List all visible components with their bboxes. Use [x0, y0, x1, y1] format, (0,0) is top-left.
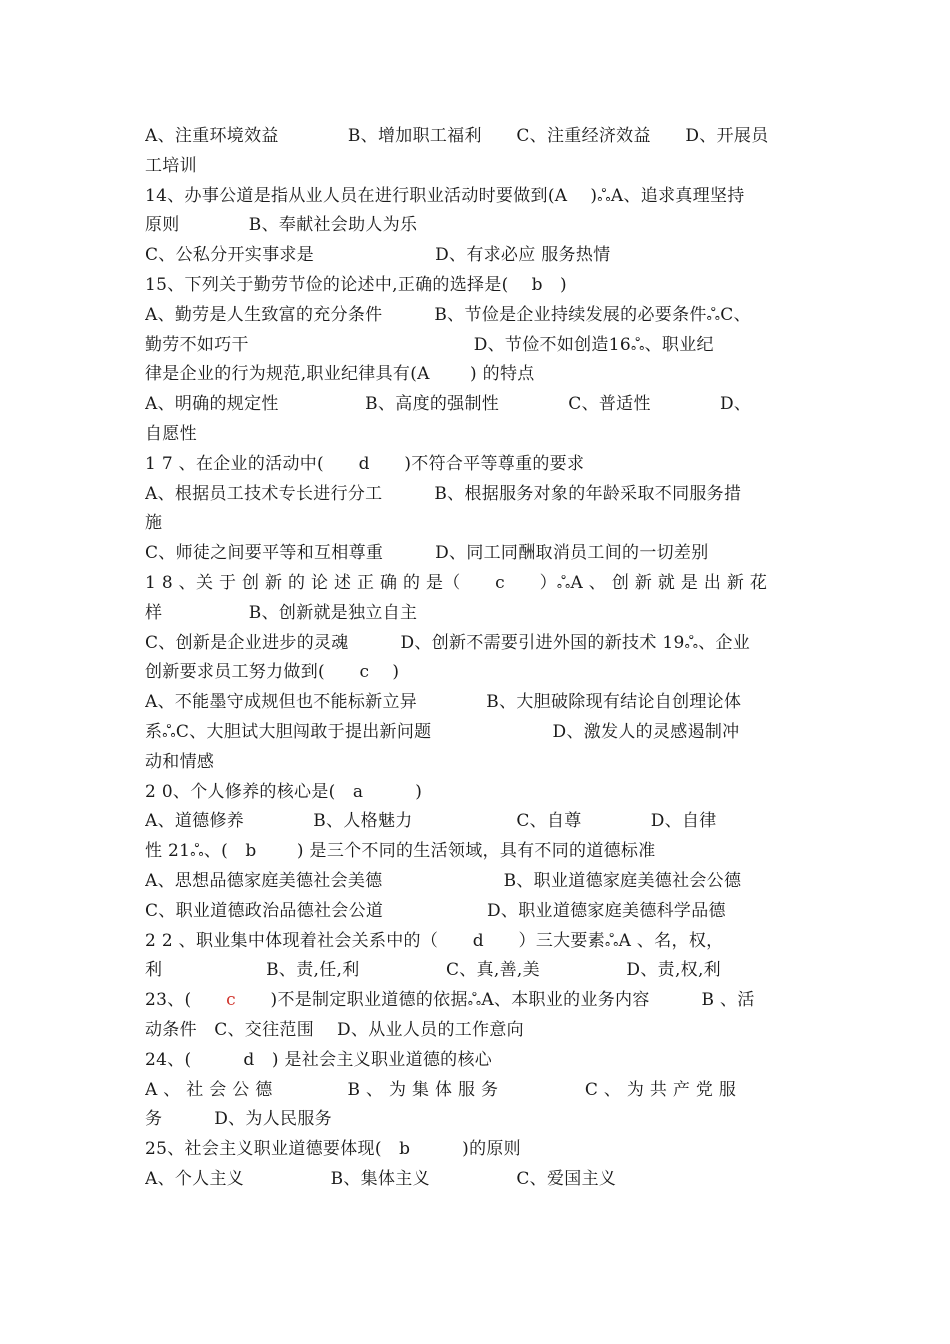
text-line: A、勤劳是人生致富的充分条件 B、节俭是企业持续发展的必要条件ஃC、 [145, 304, 751, 325]
text-line: A、注重环境效益 B、增加职工福利 C、注重经济效益 D、开展员 [145, 126, 769, 146]
text-line: A 、 社 会 公 德 B 、 为 集 体 服 务 C 、 为 共 产 党 服 [145, 1079, 737, 1100]
text-line: 律是企业的行为规范,职业纪律具有(A ) 的特点 [145, 364, 535, 385]
text-line: 务 D、为人民服务 [145, 1109, 332, 1130]
text-line: A、根据员工技术专长进行分工 B、根据服务对象的年龄采取不同服务措 [145, 483, 742, 504]
document-body [145, 122, 815, 1195]
question-19: C、创新是企业进步的灵魂 D、创新不需要引进外国的新技术 19ஃ、企业 [145, 632, 751, 653]
text-line: 系ஃC、大胆试大胆闯敢于提出新问题 D、激发人的灵感遏制冲 [145, 721, 740, 742]
text-line: 施 [145, 513, 163, 534]
question-22: 2 2 、职业集中体现着社会关系中的（ d ）三大要素ஃA 、名，权， [145, 930, 724, 951]
text-line: A、明确的规定性 B、高度的强制性 C、普适性 D、 [145, 394, 752, 415]
text-line: 动和情感 [145, 751, 215, 772]
text-line: A、不能墨守成规但也不能标新立异 B、大胆破除现有结论自创理论体 [145, 692, 742, 713]
question-15: 15、下列关于勤劳节俭的论述中,正确的选择是( b ) [145, 274, 567, 295]
text-line: A、个人主义 B、集体主义 C、爱国主义 [145, 1168, 617, 1189]
question-16: 勤劳不如巧干 D、节俭不如创造16ஃ、职业纪 [145, 334, 714, 355]
question-23-suffix: )不是制定职业道德的依据ஃA、本职业的业务内容 B 、活 [235, 990, 755, 1011]
text-line: 自愿性 [145, 423, 197, 444]
question-25: 25、社会主义职业道德要体现( b )的原则 [145, 1139, 521, 1160]
text-line: C、职业道德政治品德社会公道 D、职业道德家庭美德科学品德 [145, 900, 726, 921]
text-line: C、师徒之间要平等和互相尊重 D、同工同酬取消员工间的一切差别 [145, 543, 709, 564]
text-line: C、公私分开实事求是 D、有求必应 服务热情 [145, 245, 611, 266]
text-line: A、思想品德家庭美德社会美德 B、职业道德家庭美德社会公德 [145, 870, 742, 891]
text-line: A、道德修养 B、人格魅力 C、自尊 D、自律 [145, 811, 717, 832]
question-21: 性 21ஃ、( b ) 是三个不同的生活领域，具有不同的道德标准 [145, 841, 656, 862]
text-line: 工培训 [145, 155, 197, 176]
text-line: 创新要求员工努力做到( c ) [145, 662, 400, 683]
text-line: 动条件 C、交往范围 D、从业人员的工作意向 [145, 1019, 524, 1040]
text-line: 利 B、责,任,利 C、真,善,美 D、责,权,利 [145, 960, 721, 981]
question-18: 1 8 、关 于 创 新 的 论 述 正 确 的 是（ c ）ஃA 、 创 新 就 是 出 新 花 [145, 572, 768, 593]
text-line: 样 B、创新就是独立自主 [145, 602, 418, 623]
text-line: 原则 B、奉献社会助人为乐 [145, 215, 418, 236]
question-17: 1 7 、在企业的活动中( d )不符合平等尊重的要求 [145, 453, 585, 474]
question-14: 14、办事公道是指从业人员在进行职业活动时要做到(A )ஃA、追求真理坚持 [145, 185, 745, 206]
question-20: 2 0、个人修养的核心是( a ) [145, 781, 423, 802]
question-23 [145, 986, 815, 1016]
question-23-prefix: 23、( [145, 990, 227, 1011]
question-24: 24、( d ) 是社会主义职业道德的核心 [145, 1049, 493, 1070]
red-answer: c [226, 990, 236, 1011]
